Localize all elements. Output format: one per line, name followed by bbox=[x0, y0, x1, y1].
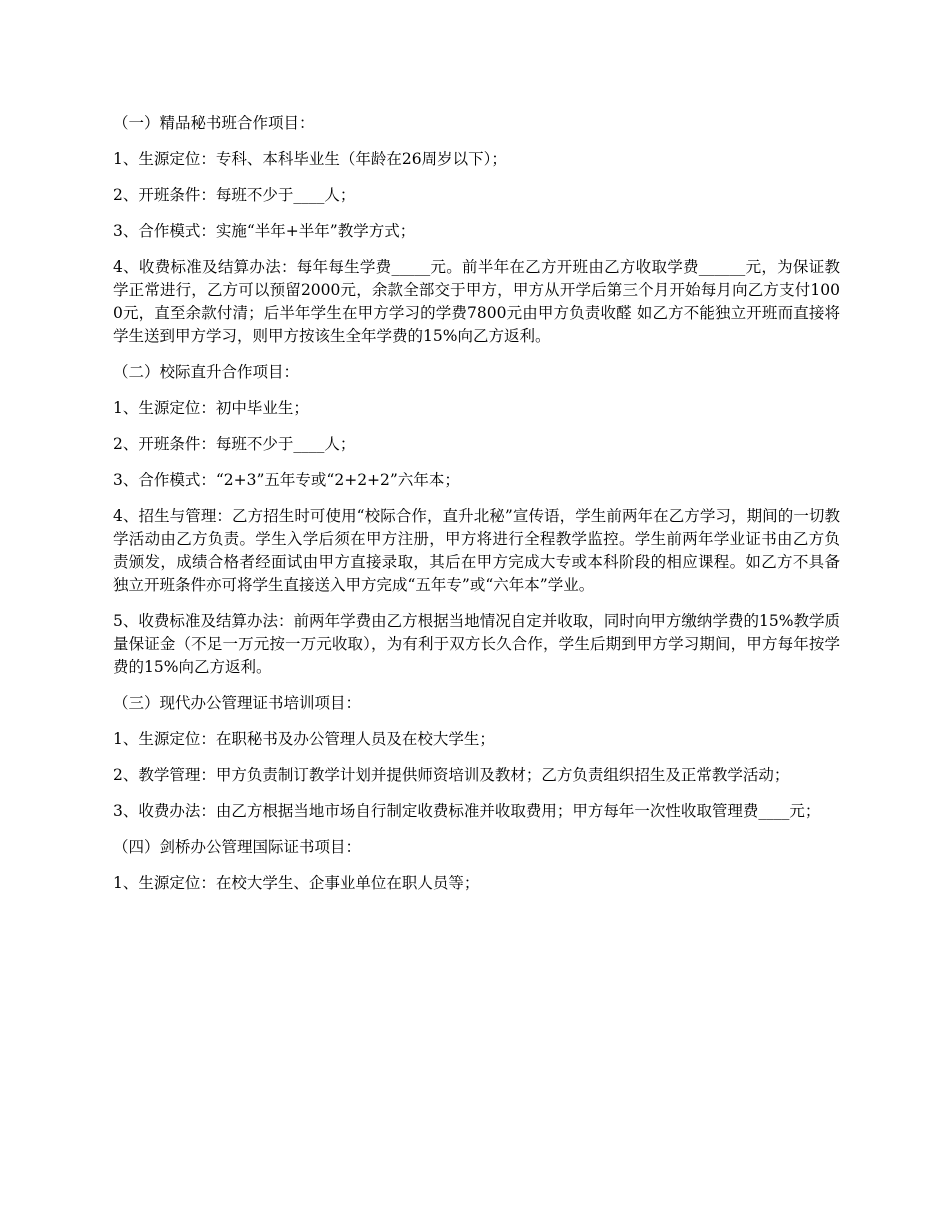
paragraph: 1、生源定位：专科、本科毕业生（年龄在26周岁以下）； bbox=[113, 150, 507, 168]
paragraph: 3、合作模式：实施“半年+半年”教学方式； bbox=[113, 222, 416, 240]
paragraph: 2、开班条件：每班不少于____人； bbox=[113, 435, 356, 453]
paragraph: 3、合作模式：“2+3”五年专或“2+2+2”六年本； bbox=[113, 471, 460, 489]
paragraph: 1、生源定位：初中毕业生； bbox=[113, 399, 309, 417]
paragraph: 1、生源定位：在校大学生、企事业单位在职人员等； bbox=[113, 874, 480, 892]
paragraph: 4、招生与管理：乙方招生时可使用“校际合作，直升北秘”宣传语，学生前两年在乙方学习，期间的一切教学活动由乙方负责。学生入学后须在甲方注册，甲方将进行全程教学监控。学生前两年学业证书由乙方负责颁发，成绩合格者经面试由甲方直接录取，其后在甲方完成大专或本科阶段的相应课程。如乙方不具备独立开班条件亦可将学生直接送入甲方完成“五年专”或“六年本”学业。 bbox=[113, 507, 840, 594]
section-heading-4: （四）剑桥办公管理国际证书项目： bbox=[113, 838, 362, 856]
document-body bbox=[113, 112, 840, 908]
paragraph: 2、教学管理：甲方负责制订教学计划并提供师资培训及教材；乙方负责组织招生及正常教学活动； bbox=[113, 766, 790, 784]
section-heading-2: （二）校际直升合作项目： bbox=[113, 363, 300, 381]
paragraph: 2、开班条件：每班不少于____人； bbox=[113, 186, 356, 204]
paragraph: 4、收费标准及结算办法：每年每生学费_____元。前半年在乙方开班由乙方收取学费______元，为保证教学正常进行，乙方可以预留2000元，余款全部交于甲方，甲方从开学后第三个月开始每月向乙方支付1000元，直至余款付清；后半年学生在甲方学习的学费7800元由甲方负责收醛 如乙方不能独立开班而直接将学生送到甲方学习，则甲方按该生全年学费的15%向乙方返利。 bbox=[113, 258, 840, 345]
paragraph: 5、收费标准及结算办法：前两年学费由乙方根据当地情况自定并收取，同时向甲方缴纳学费的15%教学质量保证金（不足一万元按一万元收取），为有利于双方长久合作，学生后期到甲方学习期间，甲方每年按学费的15%向乙方返利。 bbox=[113, 612, 840, 676]
paragraph: 3、收费办法：由乙方根据当地市场自行制定收费标准并收取费用；甲方每年一次性收取管理费____元； bbox=[113, 802, 821, 820]
section-heading-3: （三）现代办公管理证书培训项目： bbox=[113, 694, 362, 712]
paragraph: 1、生源定位：在职秘书及办公管理人员及在校大学生； bbox=[113, 730, 495, 748]
section-heading-1: （一）精品秘书班合作项目： bbox=[113, 114, 315, 132]
